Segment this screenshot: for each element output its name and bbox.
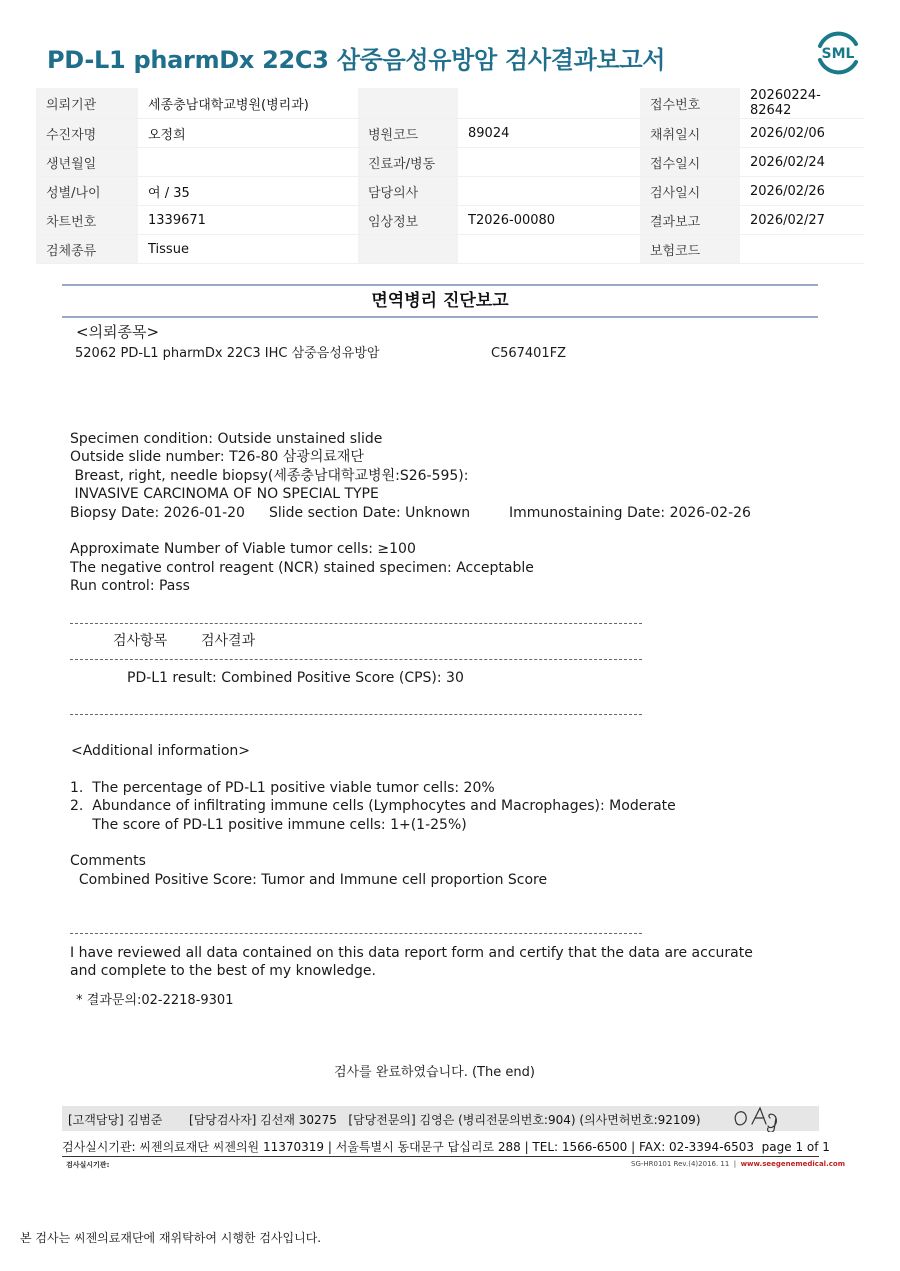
order-code: C567401FZ [491, 346, 567, 361]
comments-label: Comments [70, 853, 146, 869]
footer-rule [62, 1156, 819, 1157]
info-row [36, 148, 864, 177]
patient-info-table [36, 88, 864, 264]
col-result-header: 검사결과 [201, 633, 256, 649]
info-label: 채취일시 [640, 119, 740, 148]
signature-icon [730, 1104, 790, 1132]
website-link[interactable]: www.seegenemedical.com [740, 1160, 845, 1168]
certification-line-1: I have reviewed all data contained on this data report form and certify that the data are accurate [70, 945, 753, 961]
report-heading: 면역병리 진단보고 [371, 291, 509, 311]
divider [70, 933, 642, 934]
info-row [36, 206, 864, 235]
info-value: 오정희 [138, 119, 358, 148]
additional-info-label: <Additional information> [71, 743, 250, 759]
section-date: Slide section Date: Unknown [269, 505, 471, 521]
order-label: <의뢰종목> [76, 323, 160, 341]
info-label [358, 235, 458, 264]
info-value: Tissue [138, 235, 358, 264]
info-label: 의뢰기관 [36, 88, 138, 119]
info-value [458, 177, 640, 206]
info-value [740, 235, 864, 264]
form-revision [631, 1160, 845, 1168]
form-code: SG-HR0101 Rev.(4)2016. 11 | [631, 1160, 741, 1168]
info-value [458, 235, 640, 264]
info-value [138, 148, 358, 177]
info-value: T2026-00080 [458, 206, 640, 235]
info-label [358, 88, 458, 119]
info-label: 성별/나이 [36, 177, 138, 206]
info-label: 차트번호 [36, 206, 138, 235]
info-label: 검체종류 [36, 235, 138, 264]
info-value: 세종충남대학교병원(병리과) [138, 88, 358, 119]
sml-logo [812, 28, 864, 76]
info-label: 접수일시 [640, 148, 740, 177]
info-row [36, 177, 864, 206]
info-value: 89024 [458, 119, 640, 148]
staff-info: [고객담당] 김범준 [담당검사자] 김선재 30275 [담당전문의] 김영은 (병리전문의번호:904) (의사면허번호:92109) [68, 1113, 701, 1127]
tiny-institution-label: 검사실시기관: [66, 1161, 110, 1169]
info-value [458, 88, 640, 119]
info-value: 2026/02/27 [740, 206, 864, 235]
outside-slide: Outside slide number: T26-80 삼광의료재단 [70, 449, 364, 465]
ncr-status: The negative control reagent (NCR) stained specimen: Acceptable [70, 560, 534, 576]
info-label: 진료과/병동 [358, 148, 458, 177]
viable-cells: Approximate Number of Viable tumor cells: ≥100 [70, 541, 416, 557]
info-row [36, 235, 864, 264]
info-label: 수진자명 [36, 119, 138, 148]
run-control: Run control: Pass [70, 578, 190, 594]
info-label: 보험코드 [640, 235, 740, 264]
diagnosis: INVASIVE CARCINOMA OF NO SPECIAL TYPE [70, 486, 379, 502]
info-value: 2026/02/26 [740, 177, 864, 206]
logo-text: SML [821, 46, 855, 62]
info-value: 1339671 [138, 206, 358, 235]
order-item: 52062 PD-L1 pharmDx 22C3 IHC 삼중음성유방암 [75, 346, 380, 361]
divider [70, 714, 642, 715]
info-row [36, 88, 864, 119]
staff-bar [62, 1106, 819, 1131]
info-value: 2026/02/06 [740, 119, 864, 148]
info-value [458, 148, 640, 177]
referral-note: 본 검사는 씨젠의료재단에 재위탁하여 시행한 검사입니다. [20, 1231, 322, 1245]
info-label: 병원코드 [358, 119, 458, 148]
comments-text: Combined Positive Score: Tumor and Immune cell proportion Score [70, 872, 548, 888]
info-label: 검사일시 [640, 177, 740, 206]
divider [70, 623, 642, 624]
info-label: 접수번호 [640, 88, 740, 119]
pdl1-result: PD-L1 result: Combined Positive Score (CPS): 30 [127, 670, 464, 686]
additional-item-2-score: The score of PD-L1 positive immune cells: 1+(1-25%) [70, 817, 467, 833]
immunostaining-date: Immunostaining Date: 2026-02-26 [509, 505, 751, 521]
end-of-report: 검사를 완료하였습니다. (The end) [334, 1065, 535, 1080]
additional-item-1: 1. The percentage of PD-L1 positive viable tumor cells: 20% [70, 780, 495, 796]
report-title: PD-L1 pharmDx 22C3 삼중음성유방암 검사결과보고서 [47, 46, 666, 74]
report-heading-bar [62, 284, 818, 318]
info-label: 결과보고 [640, 206, 740, 235]
info-value: 2026/02/24 [740, 148, 864, 177]
institution-info: 검사실시기관: 씨젠의료재단 씨젠의원 11370319 | 서울특별시 동대문구 답십리로 288 | TEL: 1566-6500 | FAX: 02-3394-6503 page 1 of 1 [62, 1140, 830, 1154]
info-label: 임상정보 [358, 206, 458, 235]
inquiry-phone: * 결과문의:02-2218-9301 [72, 993, 234, 1008]
specimen-condition: Specimen condition: Outside unstained slide [70, 431, 383, 447]
biopsy-site: Breast, right, needle biopsy(세종충남대학교병원:S26-595): [70, 468, 469, 484]
additional-item-2: 2. Abundance of infiltrating immune cells (Lymphocytes and Macrophages): Moderate [70, 798, 676, 814]
biopsy-date: Biopsy Date: 2026-01-20 [70, 505, 245, 521]
col-item-header: 검사항목 [113, 633, 168, 649]
info-value: 여 / 35 [138, 177, 358, 206]
certification-line-2: and complete to the best of my knowledge. [70, 963, 376, 979]
info-value: 20260224-82642 [740, 88, 864, 119]
info-label: 담당의사 [358, 177, 458, 206]
divider [70, 659, 642, 660]
info-row [36, 119, 864, 148]
info-label: 생년월일 [36, 148, 138, 177]
